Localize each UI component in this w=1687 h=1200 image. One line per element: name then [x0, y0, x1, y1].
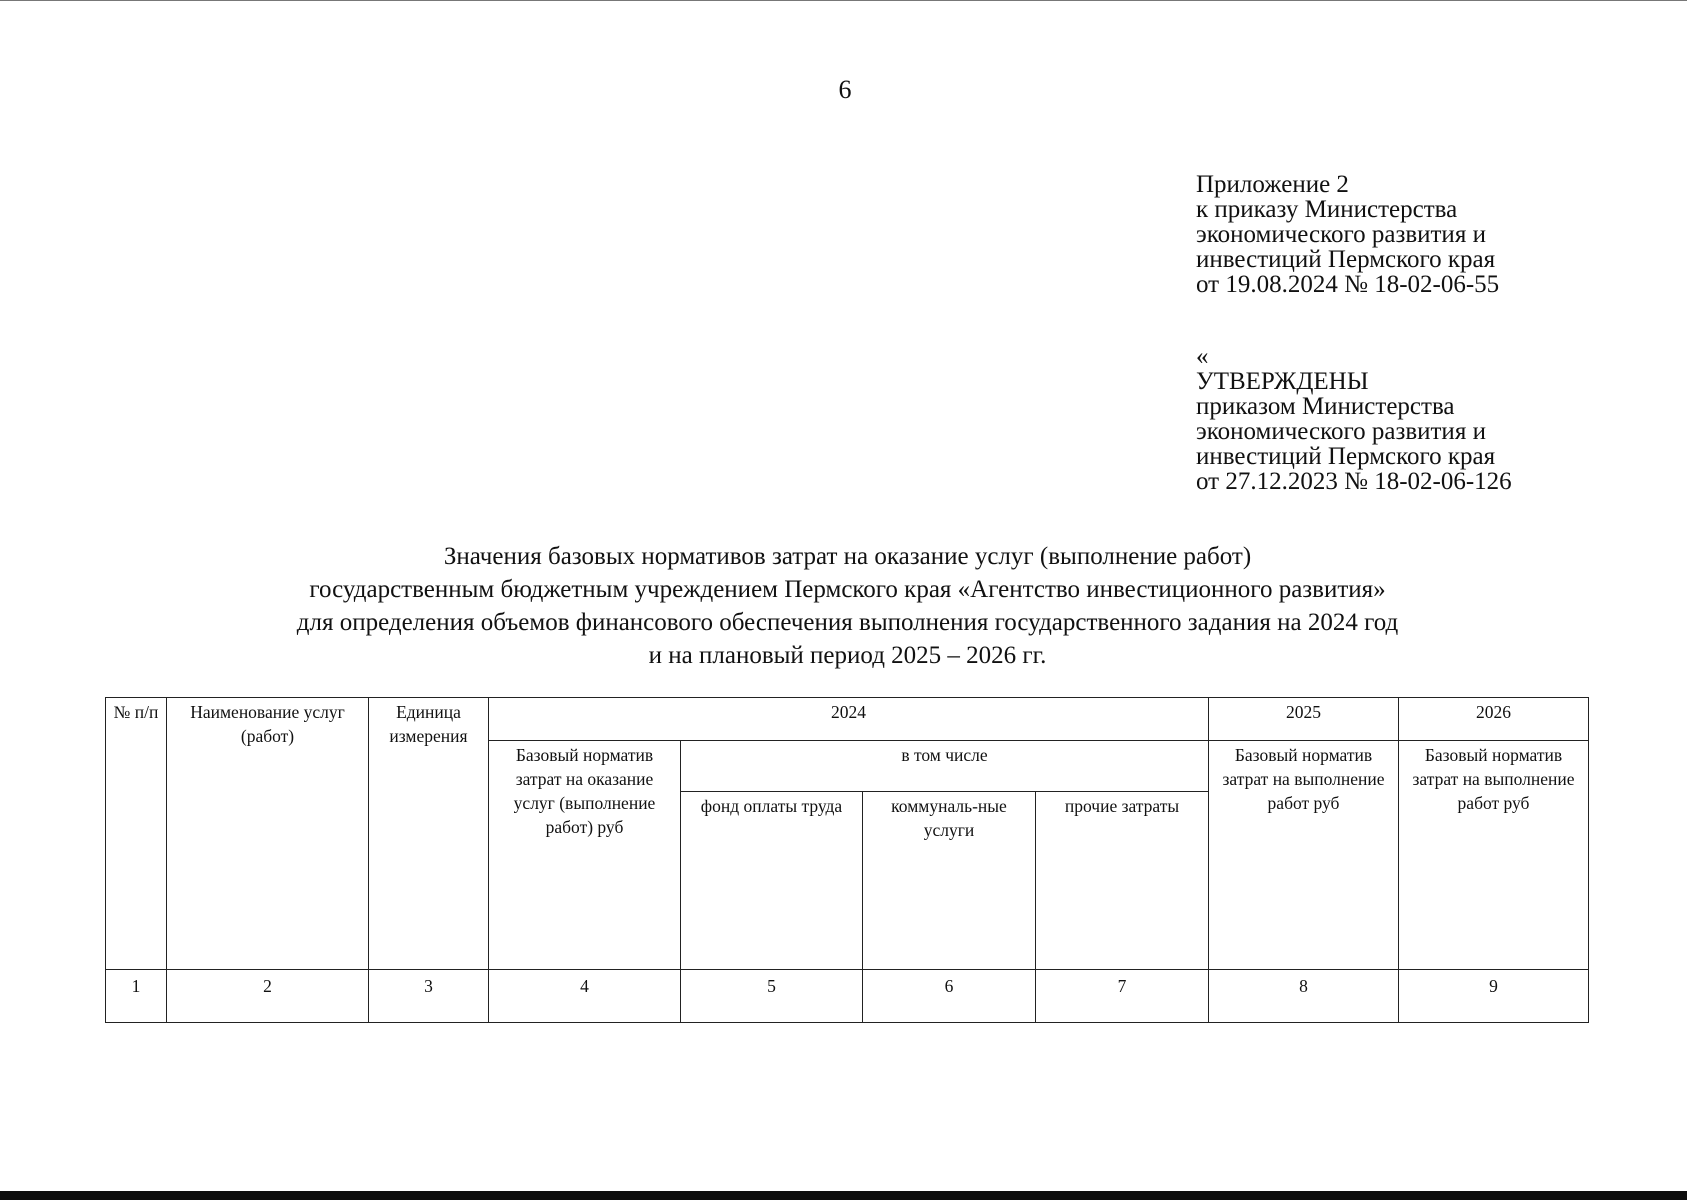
header-cell-year-2024: 2024: [489, 698, 1209, 741]
header-cell-unit: Единица измерения: [369, 698, 489, 970]
header-cell-other-costs: прочие затраты: [1036, 791, 1209, 969]
page-top-edge: [0, 0, 1687, 1]
header-cell-utilities: коммуналь-ные услуги: [863, 791, 1036, 969]
column-number-cell: 8: [1209, 969, 1399, 1022]
approved-line: УТВЕРЖДЕНЫ: [1196, 368, 1369, 395]
header-cell-including: в том числе: [681, 741, 1209, 792]
annex-line: экономического развития и: [1196, 221, 1486, 248]
header-cell-base-norm-2024-bottom: услуг (выполнение работ) руб: [489, 791, 681, 969]
annex-line: Приложение 2: [1196, 171, 1349, 198]
column-number-cell: 2: [167, 969, 369, 1022]
annex-line: от 19.08.2024 № 18-02-06-55: [1196, 271, 1500, 298]
approved-line: экономического развития и: [1196, 418, 1486, 445]
column-number-cell: 5: [681, 969, 863, 1022]
header-cell-year-2025: 2025: [1209, 698, 1399, 741]
header-cell-base-norm-2026: Базовый норматив затрат на выполнение работ руб: [1399, 741, 1589, 970]
column-number-cell: 3: [369, 969, 489, 1022]
document-title: [120, 540, 1575, 672]
approved-line: от 27.12.2023 № 18-02-06-126: [1196, 468, 1512, 495]
approved-block: [1196, 344, 1512, 494]
norms-table: [105, 697, 1589, 1023]
header-cell-base-norm-2025: Базовый норматив затрат на выполнение работ руб: [1209, 741, 1399, 970]
page-number: 6: [838, 75, 852, 104]
column-number-cell: 7: [1036, 969, 1209, 1022]
column-number-cell: 1: [106, 969, 167, 1022]
header-cell-base-norm-2024-top: Базовый норматив затрат на оказание: [489, 741, 681, 792]
header-cell-year-2026: 2026: [1399, 698, 1589, 741]
annex-block: [1196, 172, 1499, 297]
column-number-cell: 6: [863, 969, 1036, 1022]
annex-line: инвестиций Пермского края: [1196, 246, 1496, 273]
header-row-years: [106, 698, 1589, 741]
title-line: Значения базовых нормативов затрат на оказание услуг (выполнение работ): [443, 543, 1252, 570]
scan-bottom-edge: [0, 1191, 1687, 1200]
approved-line: инвестиций Пермского края: [1196, 443, 1496, 470]
approved-line: приказом Министерства: [1196, 393, 1455, 420]
annex-line: к приказу Министерства: [1196, 196, 1458, 223]
column-number-cell: 9: [1399, 969, 1589, 1022]
title-line: и на плановый период 2025 – 2026 гг.: [648, 642, 1047, 669]
header-cell-payroll: фонд оплаты труда: [681, 791, 863, 969]
title-line: государственным бюджетным учреждением Пермского края «Агентство инвестиционного развития»: [309, 576, 1386, 603]
header-cell-name: Наименование услуг (работ): [167, 698, 369, 970]
column-number-cell: 4: [489, 969, 681, 1022]
header-cell-number: № п/п: [106, 698, 167, 970]
title-line: для определения объемов финансового обеспечения выполнения государственного задания на 2024 год: [296, 609, 1399, 636]
column-number-row: [106, 969, 1589, 1022]
approved-line: «: [1196, 343, 1209, 370]
